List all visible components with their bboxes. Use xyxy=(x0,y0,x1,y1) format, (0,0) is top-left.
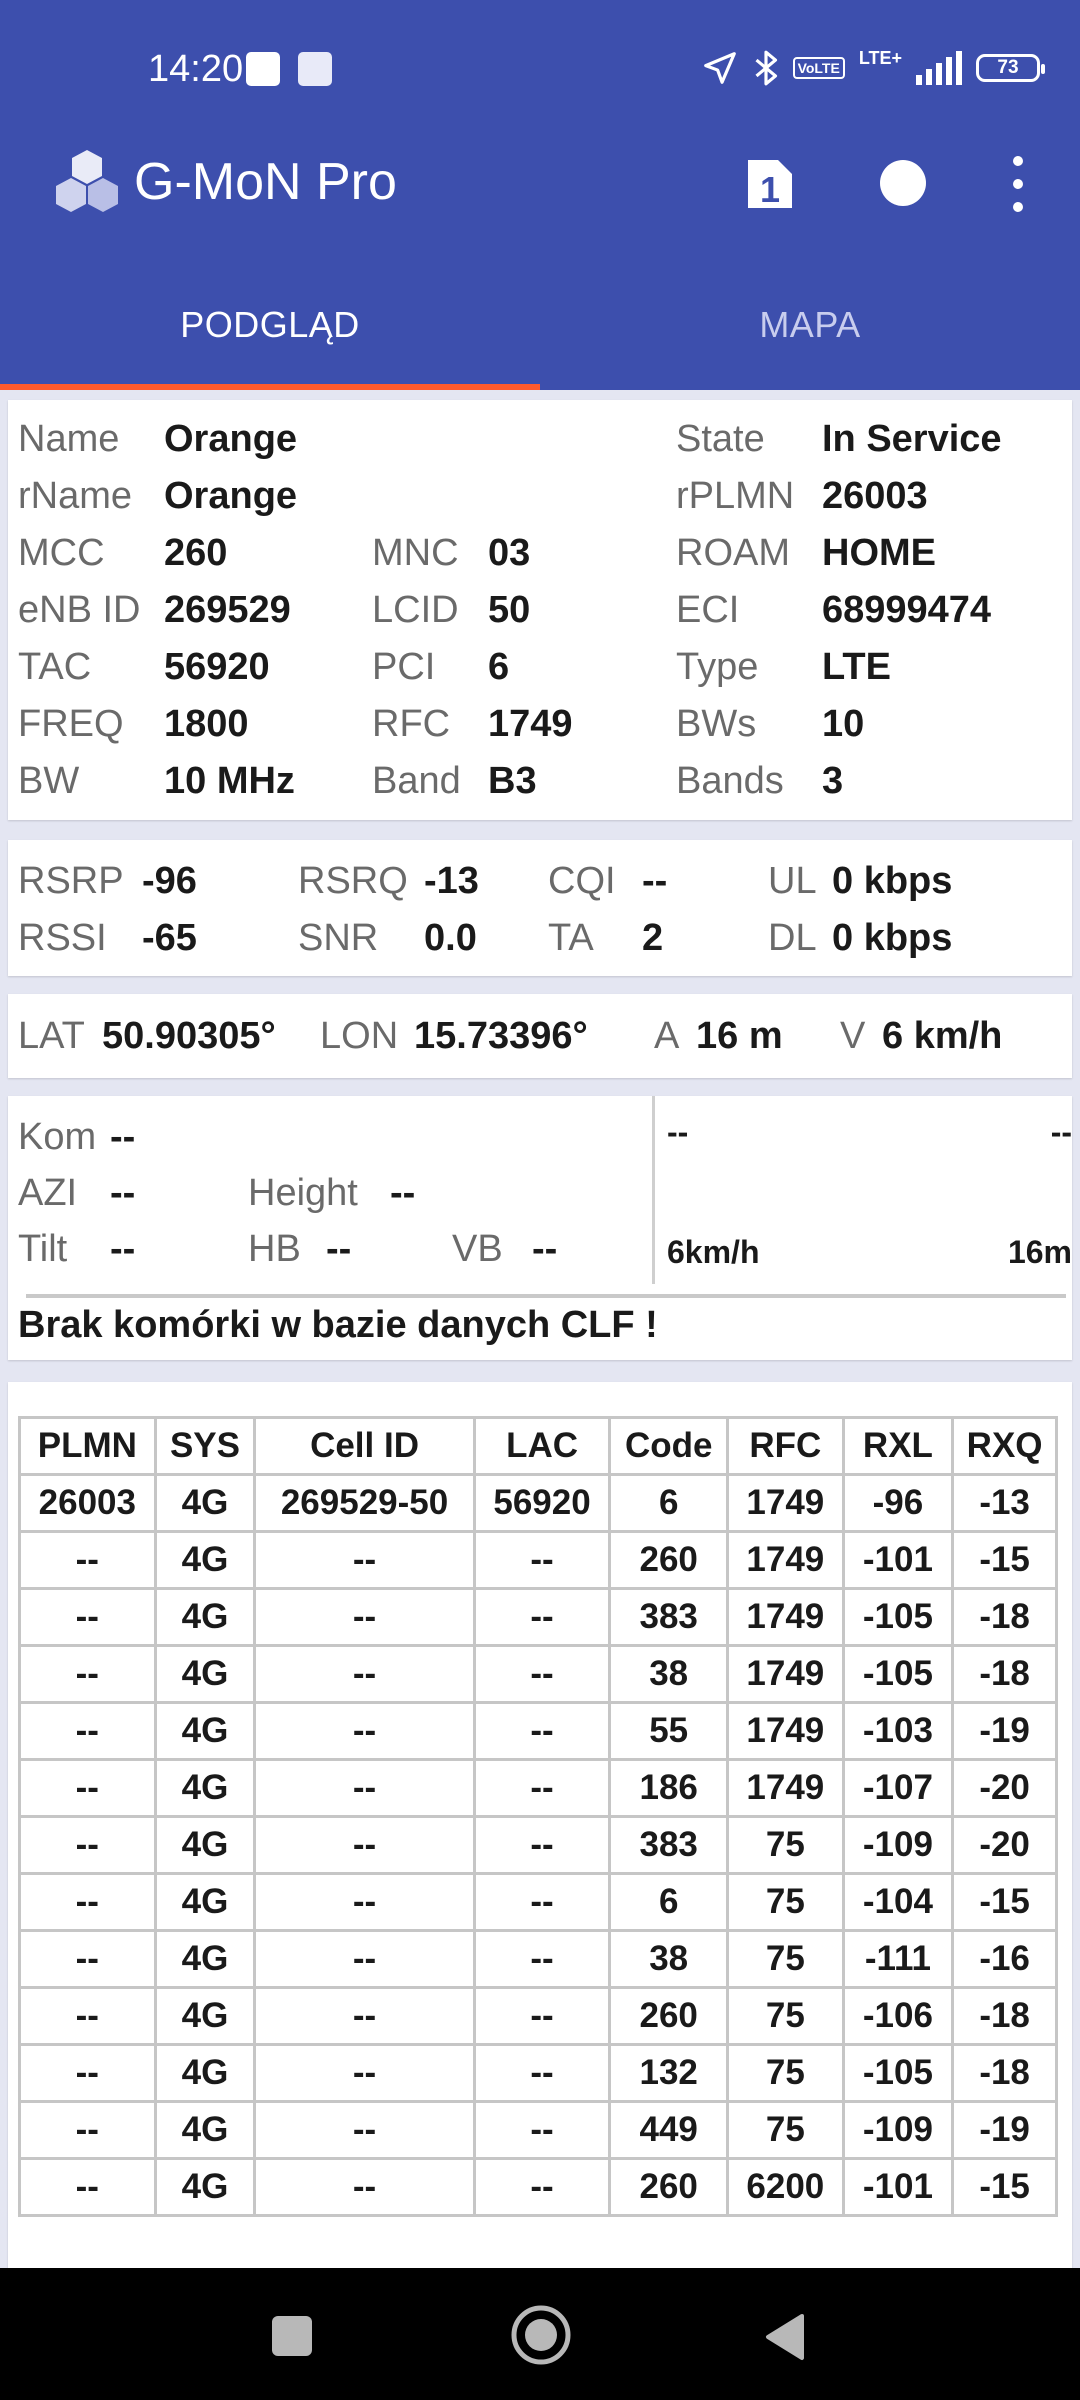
record-dot-icon[interactable] xyxy=(880,160,926,206)
cell-sys: 4G xyxy=(155,2102,255,2159)
table-row[interactable] xyxy=(20,1988,1057,2045)
sim-card-icon[interactable] xyxy=(744,156,796,212)
cell-lac: -- xyxy=(474,1703,610,1760)
freq-value: 1800 xyxy=(164,703,249,745)
cell-rxl: -104 xyxy=(843,1874,953,1931)
cell-plmn: 26003 xyxy=(20,1475,156,1532)
cell-code: 383 xyxy=(610,1589,728,1646)
dl-label: DL xyxy=(768,917,817,959)
bws-label: BWs xyxy=(676,703,757,745)
col-code: Code xyxy=(610,1418,728,1475)
dl-value: 0 kbps xyxy=(832,917,953,959)
lat-label: LAT xyxy=(18,1015,85,1057)
altitude-value: 16 m xyxy=(696,1015,783,1057)
bw-label: BW xyxy=(18,760,80,802)
pci-label: PCI xyxy=(372,646,436,688)
cell-lac: -- xyxy=(474,1646,610,1703)
cell-rxl: -111 xyxy=(843,1931,953,1988)
location-card xyxy=(8,994,1072,1078)
cell-rxq: -18 xyxy=(953,2045,1057,2102)
cell-rfc: 75 xyxy=(728,1988,844,2045)
height-value: -- xyxy=(390,1172,416,1214)
cell-rfc: 1749 xyxy=(728,1760,844,1817)
signal-card xyxy=(8,840,1072,976)
table-row[interactable] xyxy=(20,2159,1057,2216)
cell-sys: 4G xyxy=(155,1589,255,1646)
cell-sys: 4G xyxy=(155,1817,255,1874)
roam-label: ROAM xyxy=(676,532,790,574)
mnc-label: MNC xyxy=(372,532,459,574)
cell-rfc: 1749 xyxy=(728,1532,844,1589)
col-rfc: RFC xyxy=(728,1418,844,1475)
cell-rxq: -16 xyxy=(953,1931,1057,1988)
cell-rfc: 1749 xyxy=(728,1589,844,1646)
cell-lac: -- xyxy=(474,1817,610,1874)
location-arrow-icon xyxy=(701,49,739,87)
cell-rfc: 75 xyxy=(728,1817,844,1874)
map-speed: 6km/h xyxy=(667,1234,760,1270)
neighbors-card xyxy=(8,1382,1072,2268)
ul-label: UL xyxy=(768,860,817,902)
cell-plmn: -- xyxy=(20,1646,156,1703)
lcid-label: LCID xyxy=(372,589,459,631)
back-triangle-icon[interactable] xyxy=(762,2312,806,2362)
band-label: Band xyxy=(372,760,461,802)
volte-icon: VoLTE xyxy=(793,57,845,79)
table-row[interactable] xyxy=(20,1646,1057,1703)
freq-label: FREQ xyxy=(18,703,124,745)
app-title: G-MoN Pro xyxy=(134,153,397,211)
speed-value: 6 km/h xyxy=(882,1015,1003,1057)
cqi-value: -- xyxy=(642,860,668,902)
cell-cell-id: 269529-50 xyxy=(255,1475,474,1532)
cell-rxl: -109 xyxy=(843,1817,953,1874)
band-value: B3 xyxy=(488,760,537,802)
cell-lac: -- xyxy=(474,2159,610,2216)
bands-value: 3 xyxy=(822,760,844,802)
cell-code: 55 xyxy=(610,1703,728,1760)
cell-sys: 4G xyxy=(155,2045,255,2102)
bws-value: 10 xyxy=(822,703,865,745)
cell-code: 449 xyxy=(610,2102,728,2159)
eci-value: 68999474 xyxy=(822,589,992,631)
rname-label: rName xyxy=(18,475,133,517)
cell-sys: 4G xyxy=(155,1703,255,1760)
mcc-label: MCC xyxy=(18,532,105,574)
tilt-value: -- xyxy=(110,1228,136,1270)
table-row[interactable] xyxy=(20,1532,1057,1589)
cell-sys: 4G xyxy=(155,1646,255,1703)
sim-number: 1 xyxy=(759,169,781,210)
col-lac: LAC xyxy=(474,1418,610,1475)
notification-square-icon xyxy=(246,52,280,86)
altitude-label: A xyxy=(654,1015,680,1057)
cell-rfc: 1749 xyxy=(728,1646,844,1703)
cell-cell-id: -- xyxy=(255,1931,474,1988)
tac-value: 56920 xyxy=(164,646,270,688)
cell-rxq: -19 xyxy=(953,2102,1057,2159)
snr-value: 0.0 xyxy=(424,917,477,959)
site-card xyxy=(8,1096,1072,1360)
type-label: Type xyxy=(676,646,759,688)
rssi-label: RSSI xyxy=(18,917,107,959)
rsrp-value: -96 xyxy=(142,860,197,902)
status-bar xyxy=(0,0,1080,104)
cell-code: 383 xyxy=(610,1817,728,1874)
cell-rxl: -106 xyxy=(843,1988,953,2045)
bluetooth-icon xyxy=(753,49,779,87)
bands-label: Bands xyxy=(676,760,784,802)
rsrq-label: RSRQ xyxy=(298,860,408,902)
cell-plmn: -- xyxy=(20,1589,156,1646)
kom-value: -- xyxy=(110,1116,136,1158)
rfc-value: 1749 xyxy=(488,703,573,745)
cell-cell-id: -- xyxy=(255,1817,474,1874)
cell-cell-id: -- xyxy=(255,1646,474,1703)
cell-code: 260 xyxy=(610,1532,728,1589)
cell-rxq: -13 xyxy=(953,1475,1057,1532)
col-cell-id: Cell ID xyxy=(255,1418,474,1475)
ul-value: 0 kbps xyxy=(832,860,953,902)
cqi-label: CQI xyxy=(548,860,616,902)
cell-rfc: 75 xyxy=(728,1874,844,1931)
tac-label: TAC xyxy=(18,646,92,688)
tab-podglad[interactable]: PODGLĄD xyxy=(180,304,360,345)
cell-rfc: 75 xyxy=(728,1931,844,1988)
cell-rfc: 6200 xyxy=(728,2159,844,2216)
cell-rxq: -15 xyxy=(953,2159,1057,2216)
rname-value: Orange xyxy=(164,475,298,517)
table-header-row xyxy=(20,1418,1057,1475)
state-value: In Service xyxy=(822,418,1002,460)
snr-label: SNR xyxy=(298,917,379,959)
table-row[interactable] xyxy=(20,1817,1057,1874)
col-sys: SYS xyxy=(155,1418,255,1475)
battery-level: 73 xyxy=(997,57,1019,78)
cell-code: 186 xyxy=(610,1760,728,1817)
mnc-value: 03 xyxy=(488,532,531,574)
lat-value: 50.90305° xyxy=(102,1015,276,1057)
cell-lac: -- xyxy=(474,1988,610,2045)
state-label: State xyxy=(676,418,765,460)
pci-value: 6 xyxy=(488,646,510,688)
cell-lac: -- xyxy=(474,1532,610,1589)
enb-id-value: 269529 xyxy=(164,589,291,631)
cell-plmn: -- xyxy=(20,2102,156,2159)
cell-plmn: -- xyxy=(20,2159,156,2216)
cell-sys: 4G xyxy=(155,1532,255,1589)
table-body xyxy=(20,1475,1057,2216)
cell-plmn: -- xyxy=(20,1817,156,1874)
cell-lac: 56920 xyxy=(474,1475,610,1532)
cell-code: 38 xyxy=(610,1931,728,1988)
cell-rxq: -18 xyxy=(953,1646,1057,1703)
cell-plmn: -- xyxy=(20,1760,156,1817)
tab-bar xyxy=(0,260,1080,390)
azi-label: AZI xyxy=(18,1172,78,1214)
map-top-left: -- xyxy=(667,1114,689,1150)
cell-cell-id: -- xyxy=(255,1988,474,2045)
neighbors-table xyxy=(18,1416,1058,2217)
name-value: Orange xyxy=(164,418,298,460)
hb-value: -- xyxy=(326,1228,352,1270)
cell-rxq: -19 xyxy=(953,1703,1057,1760)
height-label: Height xyxy=(248,1172,358,1214)
cell-info-card xyxy=(8,400,1072,820)
cell-sys: 4G xyxy=(155,1760,255,1817)
mini-map[interactable] xyxy=(652,1096,1072,1284)
table-row[interactable] xyxy=(20,2102,1057,2159)
cell-sys: 4G xyxy=(155,1988,255,2045)
enb-id-label: eNB ID xyxy=(18,589,141,631)
cell-rxl: -103 xyxy=(843,1703,953,1760)
table-row[interactable] xyxy=(20,2045,1057,2102)
cell-cell-id: -- xyxy=(255,1532,474,1589)
map-distance: 16m xyxy=(1007,1234,1072,1270)
mcc-value: 260 xyxy=(164,532,228,574)
table-row[interactable] xyxy=(20,1874,1057,1931)
col-plmn: PLMN xyxy=(20,1418,156,1475)
more-vert-icon[interactable] xyxy=(1004,156,1032,212)
cell-cell-id: -- xyxy=(255,1703,474,1760)
rplmn-label: rPLMN xyxy=(676,475,795,517)
cell-sys: 4G xyxy=(155,2159,255,2216)
cell-rfc: 1749 xyxy=(728,1475,844,1532)
speed-label: V xyxy=(840,1015,866,1057)
app-bar xyxy=(0,104,1080,260)
rssi-value: -65 xyxy=(142,917,197,959)
tilt-label: Tilt xyxy=(18,1228,68,1270)
bw-value: 10 MHz xyxy=(164,760,295,802)
cell-code: 260 xyxy=(610,1988,728,2045)
cell-rxq: -15 xyxy=(953,1874,1057,1931)
system-nav-bar xyxy=(0,2268,1080,2400)
cell-sys: 4G xyxy=(155,1475,255,1532)
clf-message: Brak komórki w bazie danych CLF ! xyxy=(18,1304,658,1346)
rplmn-value: 26003 xyxy=(822,475,928,517)
cell-rxl: -101 xyxy=(843,2159,953,2216)
table-row[interactable] xyxy=(20,1589,1057,1646)
rsrq-value: -13 xyxy=(424,860,479,902)
cell-sys: 4G xyxy=(155,1874,255,1931)
cell-code: 38 xyxy=(610,1646,728,1703)
cell-lac: -- xyxy=(474,2102,610,2159)
cell-plmn: -- xyxy=(20,1988,156,2045)
cell-rxl: -96 xyxy=(843,1475,953,1532)
cell-rxl: -107 xyxy=(843,1760,953,1817)
recents-square-icon[interactable] xyxy=(272,2316,312,2356)
tab-mapa[interactable]: MAPA xyxy=(759,304,861,345)
cell-cell-id: -- xyxy=(255,1589,474,1646)
cell-code: 6 xyxy=(610,1475,728,1532)
map-top-right: -- xyxy=(1050,1114,1072,1150)
cell-code: 132 xyxy=(610,2045,728,2102)
cell-rxl: -109 xyxy=(843,2102,953,2159)
rsrp-label: RSRP xyxy=(18,860,124,902)
table-row[interactable] xyxy=(20,1931,1057,1988)
ta-label: TA xyxy=(548,917,594,959)
cell-rxl: -105 xyxy=(843,1646,953,1703)
cell-rxq: -18 xyxy=(953,1988,1057,2045)
cell-plmn: -- xyxy=(20,2045,156,2102)
eci-label: ECI xyxy=(676,589,740,631)
cell-lac: -- xyxy=(474,1589,610,1646)
cell-rxq: -15 xyxy=(953,1532,1057,1589)
cell-rfc: 1749 xyxy=(728,1703,844,1760)
rfc-label: RFC xyxy=(372,703,451,745)
hexagon-logo-icon xyxy=(52,148,122,218)
cell-rxl: -101 xyxy=(843,1532,953,1589)
cell-rxq: -20 xyxy=(953,1760,1057,1817)
lcid-value: 50 xyxy=(488,589,531,631)
lon-label: LON xyxy=(320,1015,399,1057)
status-time: 14:20 xyxy=(148,48,244,90)
notification-square-icon xyxy=(298,52,332,86)
cell-cell-id: -- xyxy=(255,2102,474,2159)
cell-plmn: -- xyxy=(20,1931,156,1988)
hb-label: HB xyxy=(248,1228,301,1270)
cell-rxq: -18 xyxy=(953,1589,1057,1646)
cell-plmn: -- xyxy=(20,1874,156,1931)
kom-label: Kom xyxy=(18,1116,97,1158)
battery-icon xyxy=(976,54,1040,82)
cell-lac: -- xyxy=(474,1874,610,1931)
cell-plmn: -- xyxy=(20,1703,156,1760)
cell-lac: -- xyxy=(474,1760,610,1817)
cell-plmn: -- xyxy=(20,1532,156,1589)
cell-cell-id: -- xyxy=(255,2159,474,2216)
name-label: Name xyxy=(18,418,120,460)
ta-value: 2 xyxy=(642,917,664,959)
cell-sys: 4G xyxy=(155,1931,255,1988)
cell-cell-id: -- xyxy=(255,1760,474,1817)
lon-value: 15.73396° xyxy=(414,1015,588,1057)
vb-label: VB xyxy=(452,1228,503,1270)
col-rxl: RXL xyxy=(843,1418,953,1475)
vb-value: -- xyxy=(532,1228,558,1270)
type-value: LTE xyxy=(822,646,891,688)
table-row[interactable] xyxy=(20,1760,1057,1817)
cell-rxl: -105 xyxy=(843,1589,953,1646)
cell-rxl: -105 xyxy=(843,2045,953,2102)
cell-rxq: -20 xyxy=(953,1817,1057,1874)
active-tab-indicator xyxy=(0,384,540,390)
cell-code: 6 xyxy=(610,1874,728,1931)
azi-value: -- xyxy=(110,1172,136,1214)
table-row[interactable] xyxy=(20,1703,1057,1760)
network-type-label: LTE+ xyxy=(858,47,902,68)
cell-cell-id: -- xyxy=(255,1874,474,1931)
cell-rfc: 75 xyxy=(728,2045,844,2102)
cell-rfc: 75 xyxy=(728,2102,844,2159)
cell-lac: -- xyxy=(474,1931,610,1988)
cell-cell-id: -- xyxy=(255,2045,474,2102)
signal-icon xyxy=(916,51,962,85)
table-row[interactable] xyxy=(20,1475,1057,1532)
divider xyxy=(26,1294,1066,1298)
cell-code: 260 xyxy=(610,2159,728,2216)
home-circle-icon[interactable] xyxy=(510,2304,572,2366)
cell-lac: -- xyxy=(474,2045,610,2102)
roam-value: HOME xyxy=(822,532,936,574)
col-rxq: RXQ xyxy=(953,1418,1057,1475)
